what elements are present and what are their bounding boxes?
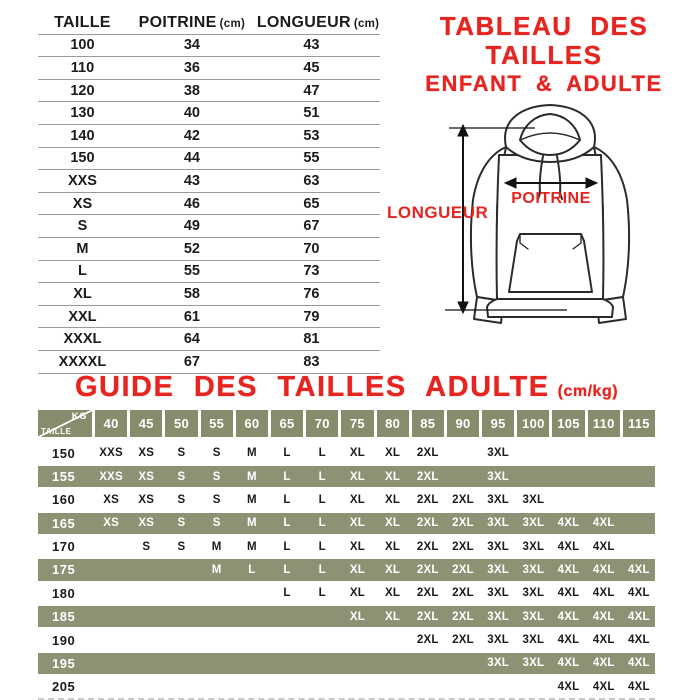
size-table-cell: XL [73, 285, 92, 302]
guide-size-cell: 3XL [487, 657, 509, 670]
guide-size-cell: S [212, 447, 221, 460]
size-table-cell: 76 [303, 285, 320, 302]
guide-title [38, 371, 655, 404]
size-table-cell: 140 [70, 127, 95, 144]
guide-size-cell: XL [349, 517, 365, 530]
height-label: 180 [52, 585, 76, 601]
height-label: 175 [52, 562, 76, 578]
guide-row [38, 582, 655, 605]
header-unit: (cm) [353, 17, 380, 30]
size-table-cell: L [78, 263, 87, 280]
guide-size-cell: XL [385, 493, 401, 506]
weight-header-cell: 95 [482, 410, 514, 437]
size-table-cell: 46 [183, 195, 200, 212]
guide-size-cell: XS [138, 493, 155, 506]
guide-size-cell: XL [349, 587, 365, 600]
guide-title-unit: (cm/kg) [557, 383, 619, 400]
size-table-row [38, 283, 380, 306]
guide-size-cell: 4XL [592, 680, 615, 693]
guide-size-cell: XL [385, 470, 401, 483]
guide-size-cell: 4XL [592, 634, 615, 647]
guide-size-cell: L [283, 517, 291, 530]
height-label: 185 [52, 609, 76, 625]
size-table-cell: 51 [303, 105, 320, 122]
size-table-cell: 64 [183, 331, 200, 348]
guide-size-cell: 3XL [522, 634, 545, 647]
length-arrowhead-top [458, 125, 468, 136]
guide-row [38, 558, 655, 581]
size-table-cell: XXL [68, 308, 97, 325]
size-table-cell: 43 [183, 172, 200, 189]
hoodie-diagram [385, 95, 700, 345]
guide-size-cell: XS [138, 470, 155, 483]
weight-header-cell: 60 [236, 410, 268, 437]
size-table-cell: 43 [303, 37, 320, 54]
corner-header-cell [38, 410, 92, 437]
weight-header-cell: 75 [341, 410, 373, 437]
guide-size-cell: 4XL [557, 563, 580, 576]
guide-row [38, 652, 655, 675]
guide-size-cell: L [283, 540, 291, 553]
corner-kg-label: KG [71, 411, 87, 422]
weight-header-cell: 100 [517, 410, 549, 437]
size-table-cell: 53 [303, 127, 320, 144]
guide-size-cell: L [283, 447, 291, 460]
guide-size-cell: 3XL [522, 610, 545, 623]
guide-size-cell: 4XL [592, 517, 615, 530]
main-title-line1: TABLEAU DES TAILLES [439, 11, 649, 70]
height-label: 205 [52, 679, 76, 695]
guide-size-cell: M [246, 447, 257, 460]
guide-size-cell: 4XL [592, 610, 615, 623]
guide-size-cell: S [212, 470, 221, 483]
size-table-header-taille [38, 14, 127, 32]
guide-size-cell: XL [385, 610, 401, 623]
weight-header-cell: 45 [130, 410, 162, 437]
guide-size-cell: 2XL [452, 563, 474, 576]
guide-size-cell: 2XL [416, 470, 439, 483]
size-table-cell: 58 [183, 285, 200, 302]
guide-size-cell: S [212, 493, 221, 506]
size-table-cell: S [77, 218, 88, 235]
guide-size-cell: 4XL [628, 563, 650, 576]
guide-header-row [38, 410, 655, 437]
weight-header-cell: 85 [412, 410, 444, 437]
size-table-row [38, 261, 380, 284]
guide-size-cell: 3XL [522, 563, 545, 576]
guide-size-cell: 4XL [592, 657, 615, 670]
size-table-row [38, 148, 380, 171]
guide-size-cell: XS [138, 447, 155, 460]
guide-size-cell: M [246, 493, 257, 506]
size-table-row [38, 215, 380, 238]
header-label: TAILLE [54, 13, 111, 31]
header-unit: (cm) [219, 17, 246, 30]
guide-size-cell: 3XL [522, 493, 545, 506]
guide-size-cell: L [283, 587, 291, 600]
guide-size-cell: S [142, 540, 151, 553]
guide-size-cell: L [318, 587, 326, 600]
guide-size-cell: 3XL [487, 587, 509, 600]
guide-size-cell: 2XL [452, 517, 474, 530]
guide-size-cell: 2XL [452, 634, 474, 647]
size-table-cell: 130 [70, 105, 95, 122]
size-table-row [38, 80, 380, 103]
size-table-cell: 42 [183, 127, 200, 144]
size-table-row [38, 193, 380, 216]
guide-size-cell: XL [385, 540, 401, 553]
hoodie-pocket [509, 234, 592, 292]
guide-size-cell: M [246, 517, 257, 530]
size-table-cell: 70 [303, 240, 320, 257]
guide-size-cell: XL [349, 493, 365, 506]
guide-size-cell: 2XL [452, 493, 474, 506]
guide-row [38, 605, 655, 628]
size-table-header-row [38, 12, 380, 35]
height-label: 195 [52, 655, 76, 671]
guide-size-cell: 3XL [487, 540, 509, 553]
guide-size-cell: 2XL [416, 587, 439, 600]
size-table-row [38, 102, 380, 125]
header-label: LONGUEUR [256, 13, 351, 31]
guide-size-cell: 2XL [452, 587, 474, 600]
guide-size-cell: 4XL [628, 634, 650, 647]
height-label: 150 [52, 445, 76, 461]
guide-size-cell: S [177, 447, 186, 460]
guide-size-cell: 2XL [416, 610, 439, 623]
guide-size-cell: M [211, 540, 222, 553]
guide-size-cell: XS [103, 493, 119, 506]
size-table-row [38, 328, 380, 351]
guide-size-cell: S [177, 493, 186, 506]
guide-row [38, 442, 655, 465]
guide-size-cell: 2XL [416, 517, 439, 530]
guide-size-cell: XL [349, 447, 365, 460]
height-label: 170 [52, 539, 76, 555]
size-table-cell: 73 [303, 263, 320, 280]
size-table-row [38, 170, 380, 193]
guide-row [38, 628, 655, 651]
main-title [388, 12, 700, 96]
guide-row [38, 488, 655, 511]
guide-size-cell: S [177, 540, 186, 553]
guide-size-cell: 3XL [487, 610, 509, 623]
guide-row [38, 535, 655, 558]
weight-header-cell: 105 [552, 410, 584, 437]
size-table-cell: 83 [303, 353, 320, 370]
guide-size-cell: 3XL [487, 447, 509, 460]
size-table-cell: 45 [303, 59, 320, 76]
guide-size-cell: 3XL [522, 587, 545, 600]
guide-size-cell: L [318, 447, 326, 460]
guide-size-cell: 3XL [522, 540, 545, 553]
size-table-cell: M [76, 240, 89, 257]
guide-size-cell: 4XL [628, 680, 650, 693]
guide-size-cell: L [318, 563, 326, 576]
size-table-cell: 61 [183, 308, 200, 325]
guide-size-cell: S [212, 517, 221, 530]
guide-size-cell: L [283, 563, 291, 576]
size-table-cell: 81 [303, 331, 320, 348]
height-label: 190 [52, 632, 76, 648]
size-table-cell: 67 [183, 353, 200, 370]
guide-size-cell: 4XL [592, 540, 615, 553]
guide-size-cell: 4XL [557, 657, 580, 670]
guide-row [38, 465, 655, 488]
guide-size-cell: 3XL [487, 563, 509, 576]
size-table-cell: 47 [303, 82, 320, 99]
guide-size-cell: 2XL [416, 447, 439, 460]
size-table-cell: 120 [70, 82, 95, 99]
size-table-cell: 63 [303, 172, 320, 189]
guide-size-cell: 2XL [452, 540, 474, 553]
size-table-cell: XXS [67, 172, 97, 189]
weight-header-cell: 65 [271, 410, 303, 437]
weight-header-cell: 70 [306, 410, 338, 437]
guide-size-cell: 4XL [592, 563, 615, 576]
guide-size-cell: 4XL [557, 517, 580, 530]
guide-size-cell: 3XL [487, 634, 509, 647]
guide-size-cell: 2XL [416, 540, 439, 553]
guide-size-cell: 4XL [557, 634, 580, 647]
size-table-cell: 110 [70, 59, 95, 76]
guide-size-cell: L [318, 493, 326, 506]
length-arrowhead-bottom [458, 302, 468, 313]
guide-size-cell: S [177, 470, 186, 483]
guide-size-cell: XXS [99, 447, 123, 460]
size-table-header-longueur [257, 14, 380, 32]
guide-size-cell: 3XL [522, 657, 545, 670]
size-table-cell: 38 [183, 82, 200, 99]
weight-header-cell: 50 [165, 410, 197, 437]
kid-table-body [38, 35, 380, 374]
weight-header-cell: 90 [447, 410, 479, 437]
size-table-row [38, 35, 380, 58]
kid-adult-size-table [38, 12, 380, 374]
guide-size-cell: L [248, 563, 256, 576]
height-label: 155 [52, 469, 76, 485]
guide-size-cell: 2XL [416, 634, 439, 647]
guide-row [38, 512, 655, 535]
guide-size-cell: 4XL [557, 540, 580, 553]
guide-size-cell: 4XL [628, 587, 650, 600]
chest-label: POITRINE [511, 190, 591, 207]
guide-row [38, 675, 655, 698]
guide-size-cell: 2XL [416, 493, 439, 506]
weight-header-cell: 80 [377, 410, 409, 437]
guide-size-cell: L [318, 540, 326, 553]
guide-size-cell: S [177, 517, 186, 530]
size-table-row [38, 238, 380, 261]
height-label: 165 [52, 515, 76, 531]
guide-size-cell: 4XL [628, 610, 650, 623]
guide-size-cell: L [318, 470, 326, 483]
size-table-cell: XXXXL [58, 353, 107, 370]
size-table-cell: 36 [183, 59, 200, 76]
size-table-cell: 100 [70, 37, 95, 54]
guide-size-cell: 3XL [487, 493, 509, 506]
guide-size-cell: 3XL [487, 470, 509, 483]
adult-size-guide-table [38, 410, 655, 698]
guide-size-cell: XL [349, 470, 365, 483]
size-table-cell: 40 [183, 105, 200, 122]
guide-body [38, 442, 655, 699]
guide-title-text: GUIDE DES TAILLES ADULTE [74, 371, 550, 403]
size-table-cell: XS [72, 195, 93, 212]
guide-size-cell: XS [103, 517, 119, 530]
guide-size-cell: 2XL [416, 563, 439, 576]
guide-size-cell: 4XL [592, 587, 615, 600]
weight-header-cell: 115 [623, 410, 655, 437]
guide-size-cell: L [283, 470, 291, 483]
guide-size-cell: M [211, 563, 222, 576]
size-table-cell: XXXL [63, 331, 102, 348]
corner-taille-label: TAILLE [41, 427, 72, 436]
guide-size-cell: L [283, 493, 291, 506]
guide-size-cell: XL [349, 610, 365, 623]
height-label: 160 [52, 492, 76, 508]
guide-size-cell: XL [385, 517, 401, 530]
guide-size-cell: 4XL [557, 680, 580, 693]
guide-size-cell: XL [385, 447, 401, 460]
size-table-row [38, 57, 380, 80]
guide-size-cell: 3XL [487, 517, 509, 530]
hoodie-hem [487, 299, 613, 317]
guide-size-cell: XL [385, 587, 401, 600]
size-table-cell: 67 [303, 218, 320, 235]
guide-size-cell: 2XL [452, 610, 474, 623]
size-table-cell: 150 [70, 150, 95, 167]
weight-header-cell: 55 [201, 410, 233, 437]
weight-header-cell: 110 [588, 410, 620, 437]
guide-size-cell: 4XL [628, 657, 650, 670]
size-table-cell: 34 [183, 37, 200, 54]
size-table-cell: 65 [303, 195, 320, 212]
size-table-row [38, 306, 380, 329]
size-table-header-poitrine [127, 14, 257, 32]
header-label: POITRINE [138, 13, 217, 31]
size-table-cell: 55 [183, 263, 200, 280]
guide-size-cell: M [246, 470, 257, 483]
guide-size-cell: XXS [99, 470, 123, 483]
length-label: LONGUEUR [387, 203, 489, 222]
guide-size-cell: XL [349, 563, 365, 576]
guide-size-cell: 4XL [557, 587, 580, 600]
weight-header-cell: 40 [95, 410, 127, 437]
size-table-cell: 49 [183, 218, 200, 235]
guide-size-cell: XS [138, 517, 155, 530]
size-table-row [38, 125, 380, 148]
size-table-cell: 44 [183, 150, 200, 167]
guide-size-cell: 4XL [557, 610, 580, 623]
guide-size-cell: M [246, 540, 257, 553]
size-table-cell: 55 [303, 150, 320, 167]
size-table-cell: 79 [303, 308, 320, 325]
guide-size-cell: XL [349, 540, 365, 553]
guide-size-cell: L [318, 517, 326, 530]
size-table-cell: 52 [183, 240, 200, 257]
hoodie-illustration [385, 95, 700, 345]
guide-size-cell: XL [385, 563, 401, 576]
main-title-line2: ENFANT & ADULTE [425, 71, 663, 97]
guide-size-cell: 3XL [522, 517, 545, 530]
